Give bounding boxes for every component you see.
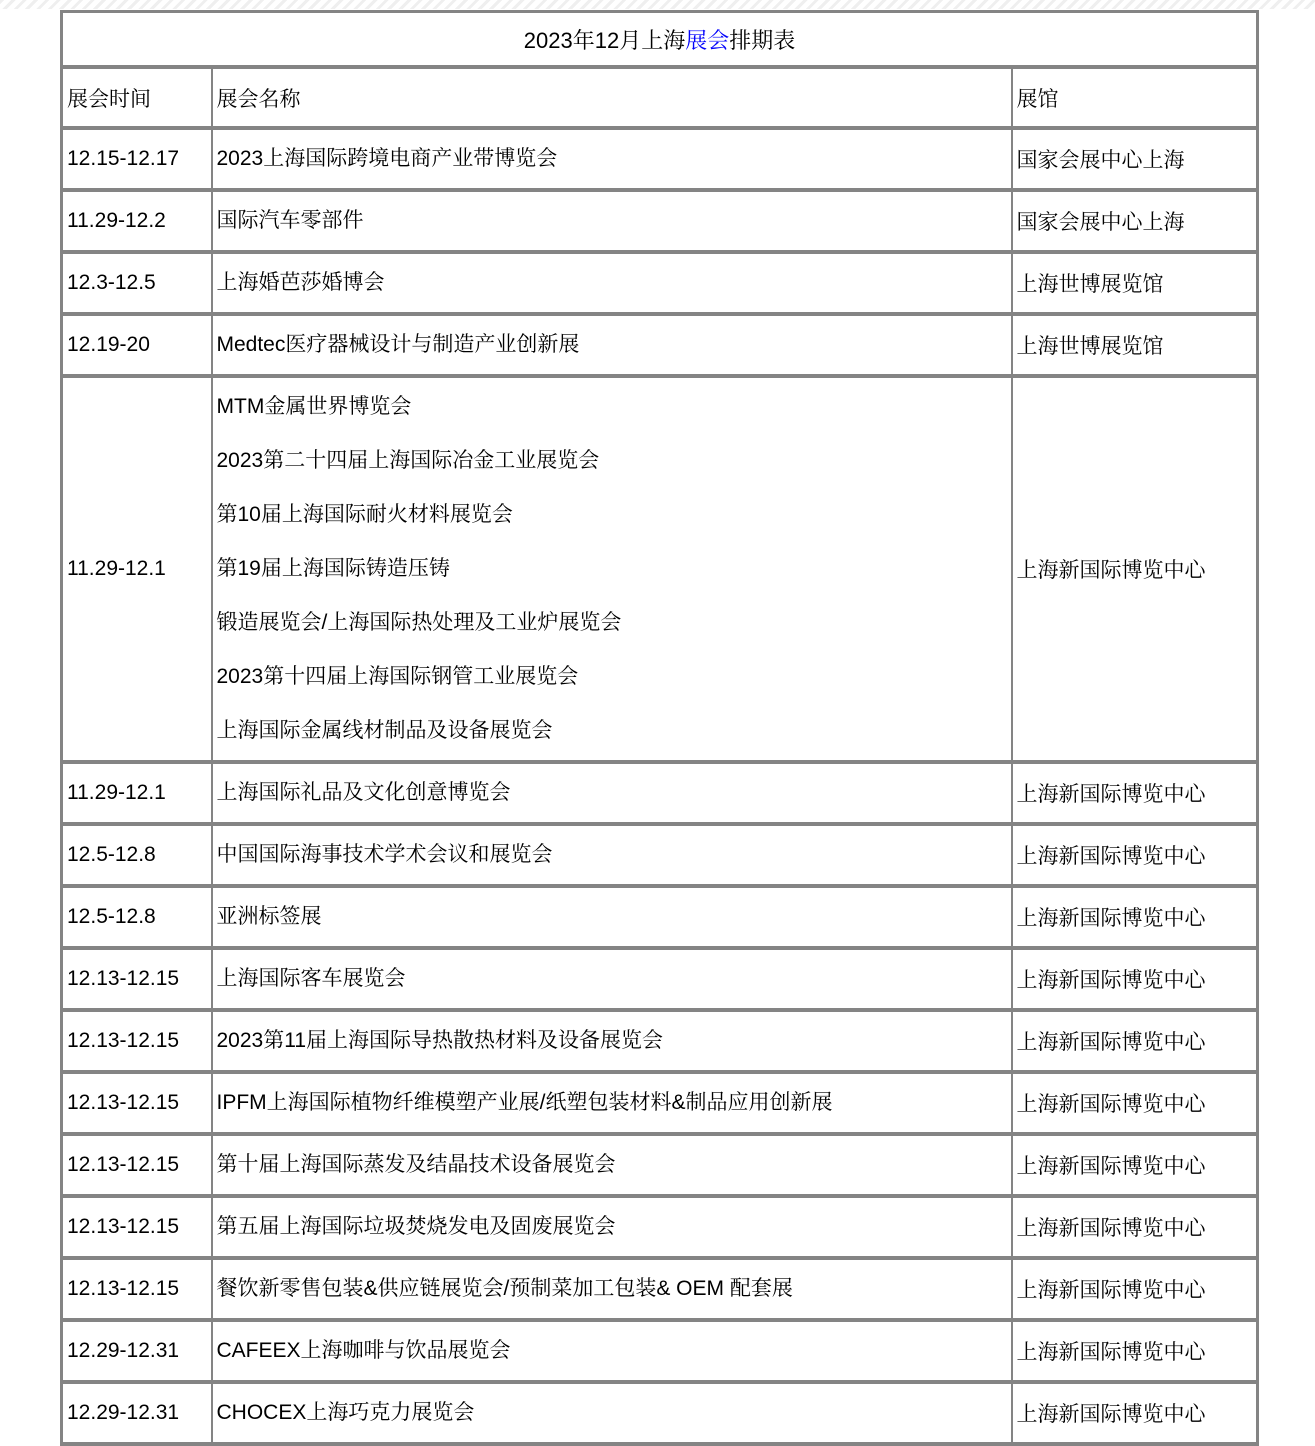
- table-row: [62, 824, 1258, 886]
- table-row: [62, 252, 1258, 314]
- exhibition-name: 上海婚芭莎婚博会: [216, 271, 385, 294]
- time-cell: 12.5-12.8: [62, 824, 212, 886]
- time-cell: 12.13-12.15: [62, 1010, 212, 1072]
- table-row: [62, 948, 1258, 1010]
- table-row: [62, 314, 1258, 376]
- venue-cell: 上海新国际博览中心: [1012, 1010, 1258, 1072]
- exhibition-name: CHOCEX上海巧克力展览会: [216, 1401, 475, 1424]
- name-cell: [212, 762, 1012, 824]
- exhibition-name: 亚洲标签展: [216, 905, 322, 928]
- exhibition-schedule-table: [60, 10, 1259, 1446]
- name-cell: [212, 948, 1012, 1010]
- time-cell: 12.19-20: [62, 314, 212, 376]
- table-row: [62, 1258, 1258, 1320]
- time-cell: 11.29-12.1: [62, 762, 212, 824]
- table-title-suffix: 排期表: [729, 27, 796, 53]
- exhibition-name: 第10届上海国际耐火材料展览会: [216, 503, 513, 526]
- table-row: [62, 1320, 1258, 1382]
- name-cell: [212, 1382, 1012, 1444]
- time-cell: 11.29-12.2: [62, 190, 212, 252]
- time-cell: 12.13-12.15: [62, 1196, 212, 1258]
- name-cell: [212, 1072, 1012, 1134]
- time-cell: 12.5-12.8: [62, 886, 212, 948]
- exhibition-name: MTM金属世界博览会: [216, 395, 412, 418]
- table-row: [62, 1196, 1258, 1258]
- name-cell: [212, 252, 1012, 314]
- name-cell: [212, 314, 1012, 376]
- table-title-cell: [62, 12, 1258, 68]
- name-cell: [212, 1134, 1012, 1196]
- name-cell: [212, 1196, 1012, 1258]
- time-cell: 12.3-12.5: [62, 252, 212, 314]
- venue-cell: 上海新国际博览中心: [1012, 1134, 1258, 1196]
- venue-cell: 上海新国际博览中心: [1012, 1072, 1258, 1134]
- table-row: [62, 190, 1258, 252]
- venue-cell: 上海新国际博览中心: [1012, 886, 1258, 948]
- exhibition-name: 第十届上海国际蒸发及结晶技术设备展览会: [216, 1153, 616, 1176]
- time-cell: 12.29-12.31: [62, 1382, 212, 1444]
- exhibition-name: 2023第十四届上海国际钢管工业展览会: [216, 665, 579, 688]
- exhibition-name: CAFEEX上海咖啡与饮品展览会: [216, 1339, 511, 1362]
- venue-cell: 上海新国际博览中心: [1012, 1196, 1258, 1258]
- time-cell: 12.15-12.17: [62, 128, 212, 190]
- exhibition-name: 2023第二十四届上海国际冶金工业展览会: [216, 449, 600, 472]
- time-cell: 11.29-12.1: [62, 376, 212, 762]
- name-cell: [212, 376, 1012, 762]
- exhibition-name: 第五届上海国际垃圾焚烧发电及固废展览会: [216, 1215, 616, 1238]
- table-row: [62, 1382, 1258, 1444]
- venue-cell: 上海新国际博览中心: [1012, 1258, 1258, 1320]
- exhibition-name: 国际汽车零部件: [216, 209, 364, 232]
- table-row: [62, 1072, 1258, 1134]
- exhibition-name: 2023第11届上海国际导热散热材料及设备展览会: [216, 1029, 664, 1052]
- table-row: [62, 762, 1258, 824]
- exhibition-name: 上海国际礼品及文化创意博览会: [216, 781, 511, 804]
- table-row: [62, 376, 1258, 762]
- name-cell: [212, 128, 1012, 190]
- exhibition-name: 2023上海国际跨境电商产业带博览会: [216, 147, 558, 170]
- venue-cell: 上海新国际博览中心: [1012, 1382, 1258, 1444]
- table-row: [62, 128, 1258, 190]
- exhibition-name: 锻造展览会/上海国际热处理及工业炉展览会: [216, 611, 622, 634]
- venue-cell: 国家会展中心上海: [1012, 128, 1258, 190]
- name-cell: [212, 824, 1012, 886]
- venue-cell: 上海世博展览馆: [1012, 252, 1258, 314]
- exhibition-name: IPFM上海国际植物纤维模塑产业展/纸塑包装材料&制品应用创新展: [216, 1091, 833, 1114]
- exhibition-name: Medtec医疗器械设计与制造产业创新展: [216, 333, 580, 356]
- name-cell: [212, 1320, 1012, 1382]
- header-venue: 展馆: [1012, 67, 1258, 128]
- venue-cell: 上海新国际博览中心: [1012, 376, 1258, 762]
- venue-cell: 上海新国际博览中心: [1012, 824, 1258, 886]
- exhibition-link[interactable]: 展会: [685, 27, 730, 53]
- time-cell: 12.13-12.15: [62, 948, 212, 1010]
- table-row: [62, 1010, 1258, 1072]
- name-cell: [212, 190, 1012, 252]
- exhibition-name: 中国国际海事技术学术会议和展览会: [216, 843, 553, 866]
- time-cell: 12.13-12.15: [62, 1134, 212, 1196]
- venue-cell: 上海新国际博览中心: [1012, 1320, 1258, 1382]
- exhibition-name: 上海国际金属线材制品及设备展览会: [216, 719, 553, 742]
- name-cell: [212, 886, 1012, 948]
- table-row: [62, 886, 1258, 948]
- table-title-row: [62, 12, 1258, 68]
- exhibition-name: 第19届上海国际铸造压铸: [216, 557, 450, 580]
- time-cell: 12.29-12.31: [62, 1320, 212, 1382]
- time-cell: 12.13-12.15: [62, 1072, 212, 1134]
- top-hatch-band: [0, 0, 1315, 9]
- table-row: [62, 1134, 1258, 1196]
- venue-cell: 上海世博展览馆: [1012, 314, 1258, 376]
- time-cell: 12.13-12.15: [62, 1258, 212, 1320]
- venue-cell: 国家会展中心上海: [1012, 190, 1258, 252]
- header-time: 展会时间: [62, 67, 212, 128]
- table-header-row: [62, 67, 1258, 128]
- name-cell: [212, 1258, 1012, 1320]
- table-title-prefix: 2023年12月上海: [523, 27, 686, 53]
- name-cell: [212, 1010, 1012, 1072]
- venue-cell: 上海新国际博览中心: [1012, 762, 1258, 824]
- exhibition-name: 餐饮新零售包装&供应链展览会/预制菜加工包装& OEM 配套展: [216, 1277, 793, 1300]
- header-name: 展会名称: [212, 67, 1012, 128]
- venue-cell: 上海新国际博览中心: [1012, 948, 1258, 1010]
- exhibition-name: 上海国际客车展览会: [216, 967, 406, 990]
